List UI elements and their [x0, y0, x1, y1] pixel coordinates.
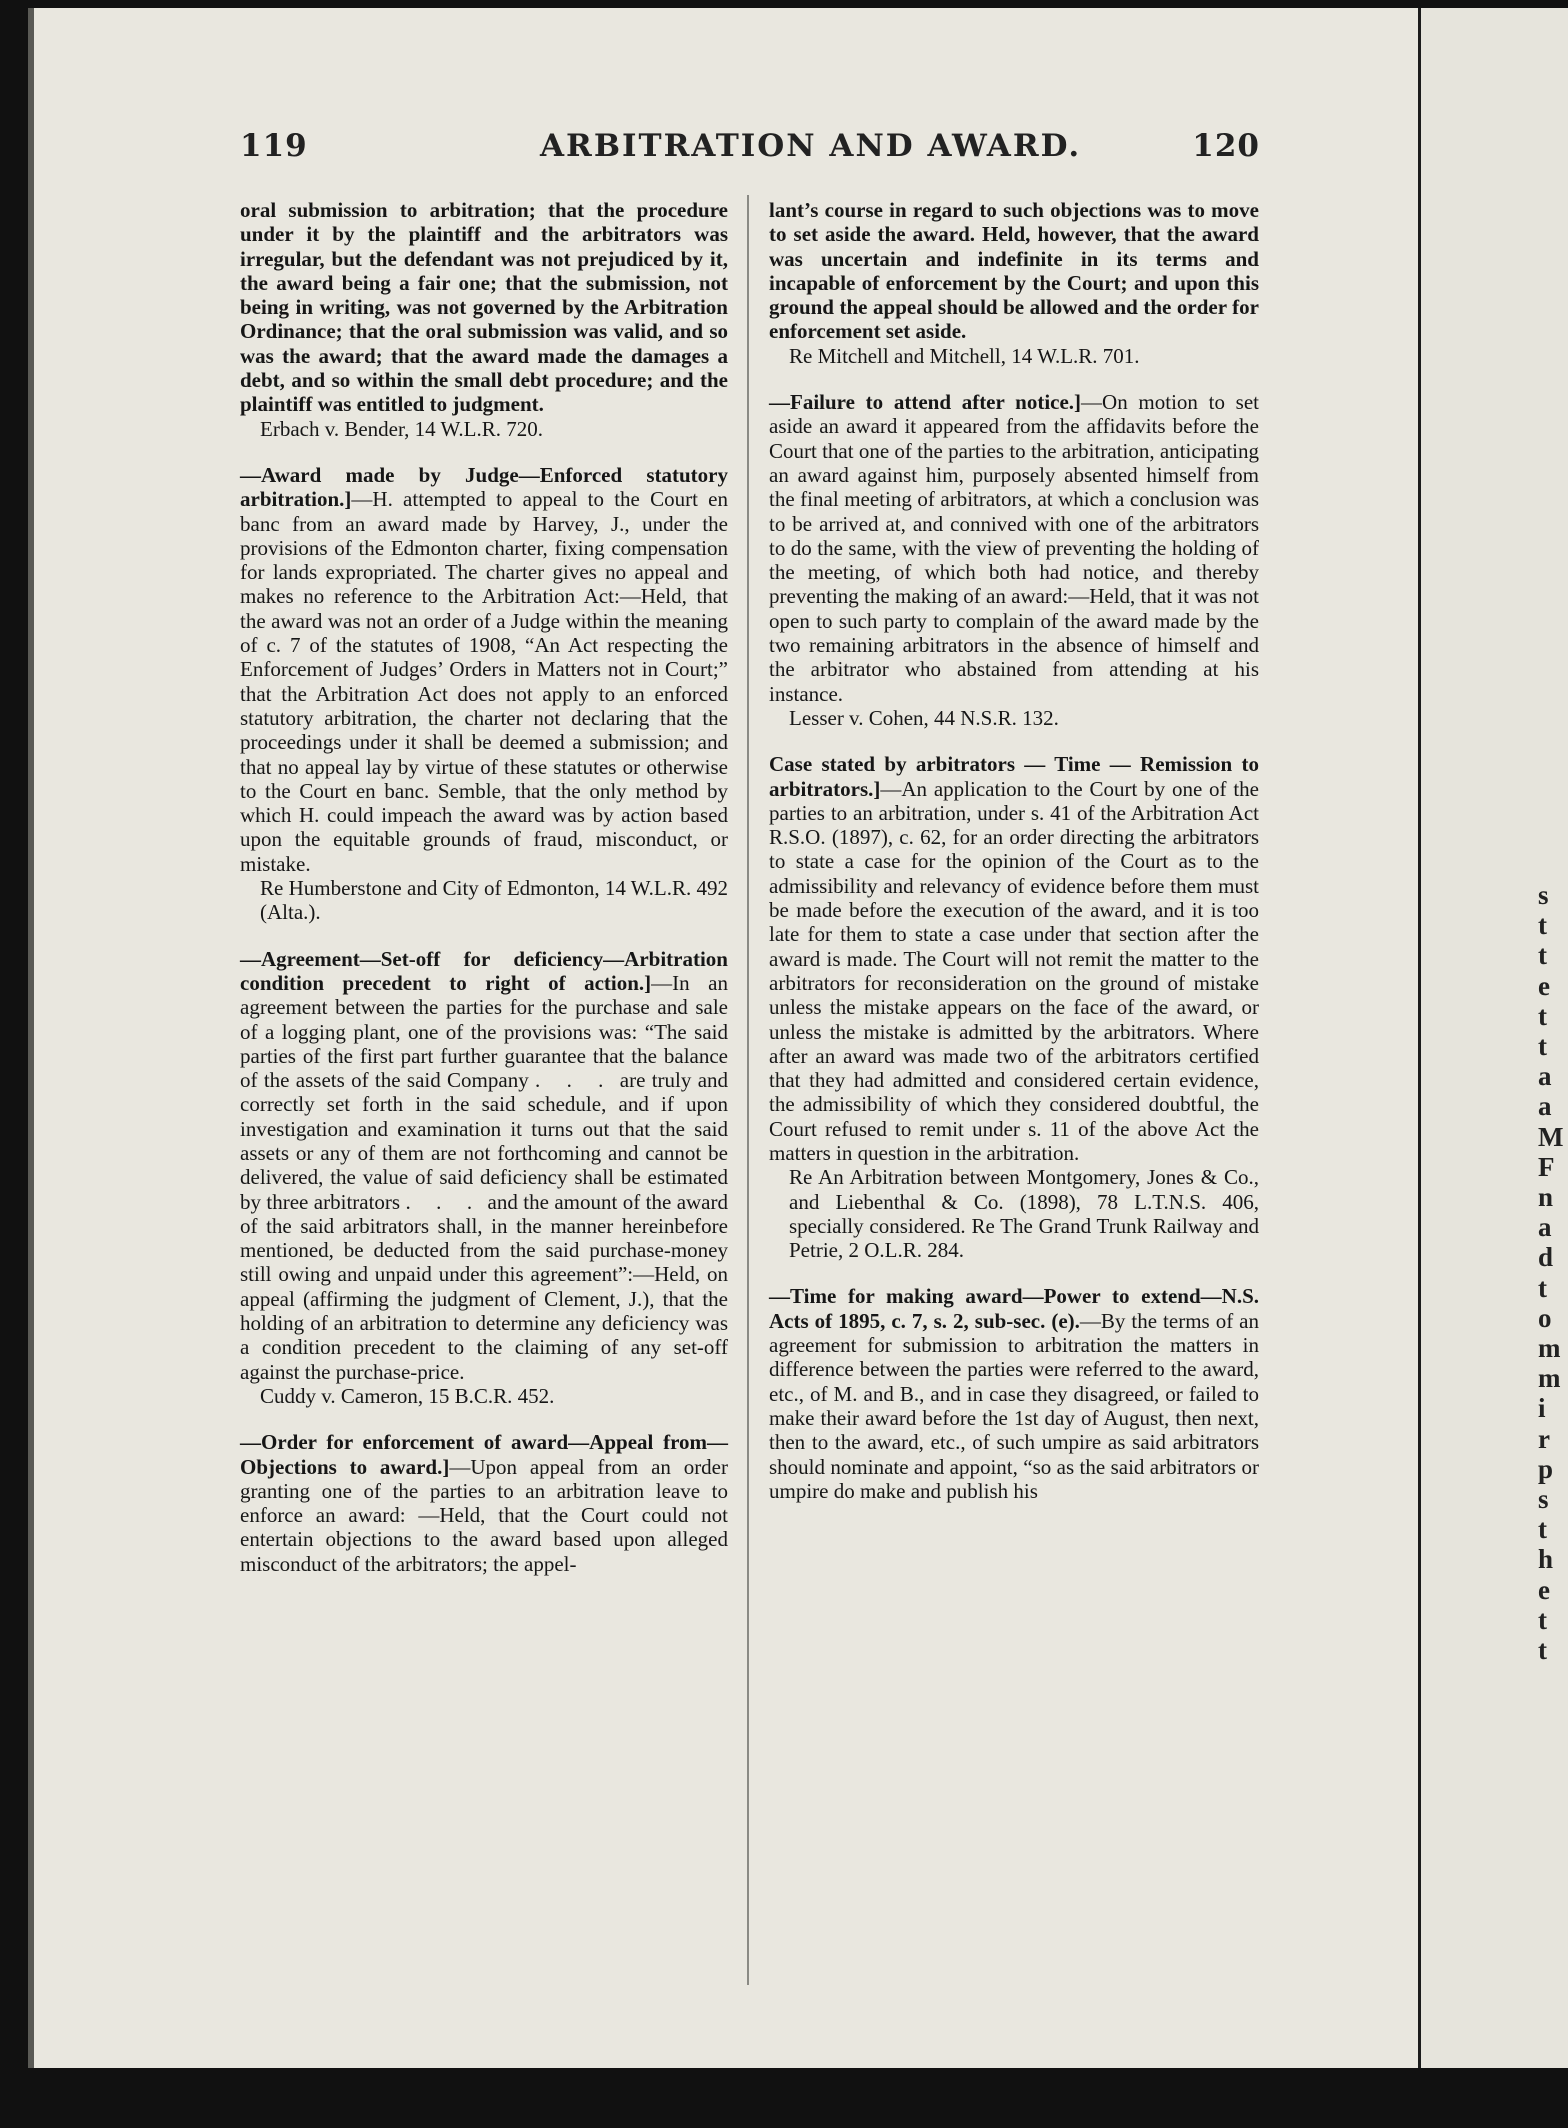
paragraph-text: —In an agreement between the parties for the purchase and sale of a logging plant, one of the provisions was: “The said parties of the first part further guarantee that the balance of the assets of the said Company: [240, 970, 728, 1093]
ellipsis: . . .: [405, 1189, 483, 1214]
paragraph: [240, 198, 728, 417]
left-page-number: 119: [240, 128, 308, 164]
left-column: [240, 198, 728, 1576]
case-citation: Re Humberstone and City of Edmonton, 14 W.L.R. 492 (Alta.).: [260, 876, 728, 925]
headnote-lead: —Failure to attend after notice.]: [769, 390, 1082, 415]
paragraph-text: —On motion to set aside an award it appeared from the affidavits before the Court that one of the parties to the arbitration, anticipating an award against him, purposely absented himself from the final meeting of arbitrators, at which a conclusion was to be arrived at, and connived with one of the arbitrators to do the same, with the view of preventing the holding of the meeting, of which both had notice, and thereby preventing the making of an award:—Held, that it was not open to such party to complain of the award made by the two remaining arbitrators in the absence of himself and the arbitrator who abstained from attending at his instance.: [769, 390, 1259, 706]
paragraph: [240, 1430, 728, 1576]
headnote-lead: —Award made by Judge—Enforced statutory arbitration.]: [240, 462, 728, 512]
column-divider: [747, 195, 749, 1985]
paragraph: [769, 752, 1259, 1165]
paragraph: [240, 947, 728, 1384]
case-citation: Re An Arbitration between Montgomery, Jones & Co., and Liebenthal & Co. (1898), 78 L.T.N.S. 406, specially considered. Re The Grand Trunk Railway and Petrie, 2 O.L.R. 284.: [789, 1165, 1259, 1263]
headnote-lead: —Agreement—Set-off for deficiency—Arbitration condition precedent to right of action.]: [240, 946, 728, 995]
paragraph-text: lant’s course in regard to such objections was to move to set aside the award. Held, however, that the award was uncertain and indefinite in its terms and incapable of enforcement by the Court; and upon this ground the appeal should be allowed and the order for enforcement set aside.: [769, 198, 1259, 344]
paragraph-text: are truly and correctly set forth in the said schedule, and if upon investigation and examination it turns out that the said assets or any of them are not forthcoming and cannot be delivered, the value of said deficiency shall be estimated by three arbitrators: [240, 1068, 729, 1214]
paragraph-text: —By the terms of an agreement for submission to arbitration the matters in difference between the parties were referred to the award, etc., of M. and B., and in case they disagreed, or failed to make their award before the 1st day of August, then next, then to the award, etc., of such umpire as said arbitrators should nominate and appoint, “so as the said arbitrators or umpire do make and publish his: [769, 1308, 1259, 1503]
paragraph: [769, 198, 1259, 344]
paragraph-text: —An application to the Court by one of the parties to an arbitration, under s. 41 of the Arbitration Act R.S.O. (1897), c. 62, for an order directing the arbitrators to state a case for the opinion of the Court as to the admissibility and relevancy of evidence before them must be made before the execution of the award, and it is too late for them to state a case under that section after the award is made. The Court will not remit the matter to the arbitrators for reconsideration on the ground of mistake unless the mistake appears on the face of the award, or unless the mistake is admitted by the arbitrators. Where after an award was made two of the arbitrators certified that they had admitted and considered certain evidence, the admissibility of which they considered doubtful, the Court refused to remit under s. 11 of the above Act the matters in question in the arbitration.: [769, 776, 1259, 1165]
headnote-lead: —Time for making award—Power to extend—N.S. Acts of 1895, c. 7, s. 2, sub-sec. (e).: [769, 1284, 1259, 1333]
case-citation: Erbach v. Bender, 14 W.L.R. 720.: [260, 416, 543, 441]
case-citation: Re Mitchell and Mitchell, 14 W.L.R. 701.: [789, 343, 1140, 368]
paragraph-text: —H. attempted to appeal to the Court en banc from an award made by Harvey, J., under the provisions of the Edmonton charter, fixing compensation for lands expropriated. The charter gives no appeal and makes no reference to the Arbitration Act:—Held, that the award was not an order of a Judge within the meaning of c. 7 of the statutes of 1908, “An Act respecting the Enforcement of Judges’ Orders in Matters not in Court;” that the Arbitration Act does not apply to an enforced statutory arbitration, the charter not declaring that the proceedings under it shall be deemed a submission; and that no appeal lay by virtue of these statutes or otherwise to the Court en banc. Semble, that the only method by which H. could impeach the award was by action based upon the equitable grounds of fraud, misconduct, or mistake.: [240, 487, 728, 876]
right-column: [769, 198, 1259, 1503]
headnote-lead: —Order for enforcement of award—Appeal from—Objections to award.]: [240, 1430, 728, 1479]
running-title: ARBITRATION AND AWARD.: [540, 128, 1082, 164]
headnote-lead: Case stated by arbitrators — Time — Remission to arbitrators.]: [769, 752, 1259, 801]
right-page-number: 120: [1192, 128, 1260, 164]
paragraph-text: oral submission to arbitration; that the procedure under it by the plaintiff and the arbitrators was irregular, but the defendant was not prejudiced by it, the award being a fair one; that the submission, not being in writing, was not governed by the Arbitration Ordinance; that the oral submission was valid, and so was the award; that the award made the damages a debt, and so within the small debt procedure; and the plaintiff was entitled to judgment.: [240, 198, 728, 417]
ellipsis: . . .: [535, 1068, 614, 1093]
adjacent-page-fragment: s t t e t t a a M F n a d t o m m i r p s t h e t t: [1538, 880, 1564, 1666]
paragraph-text: —Upon appeal from an order granting one of the parties to an arbitration leave to enforce an award: —Held, that the Court could not entertain objections to the award based upon alleged misconduct of the arbitrators; the appel-: [240, 1454, 728, 1576]
paragraph: [769, 390, 1259, 706]
running-header: [240, 128, 1260, 178]
paragraph: [240, 463, 728, 876]
case-citation: Lesser v. Cohen, 44 N.S.R. 132.: [789, 705, 1059, 730]
paragraph: [769, 1284, 1259, 1503]
case-citation: Cuddy v. Cameron, 15 B.C.R. 452.: [260, 1383, 555, 1408]
paragraph-text: and the amount of the award of the said arbitrators shall, in the manner hereinbefore mentioned, be deducted from the said purchase-money still owing and unpaid under this agreement”:—Held, on appeal (affirming the judgment of Clement, J.), that the holding of an arbitration to determine any deficiency was a condition precedent to the claiming of any set-off against the purchase-price.: [240, 1189, 728, 1384]
